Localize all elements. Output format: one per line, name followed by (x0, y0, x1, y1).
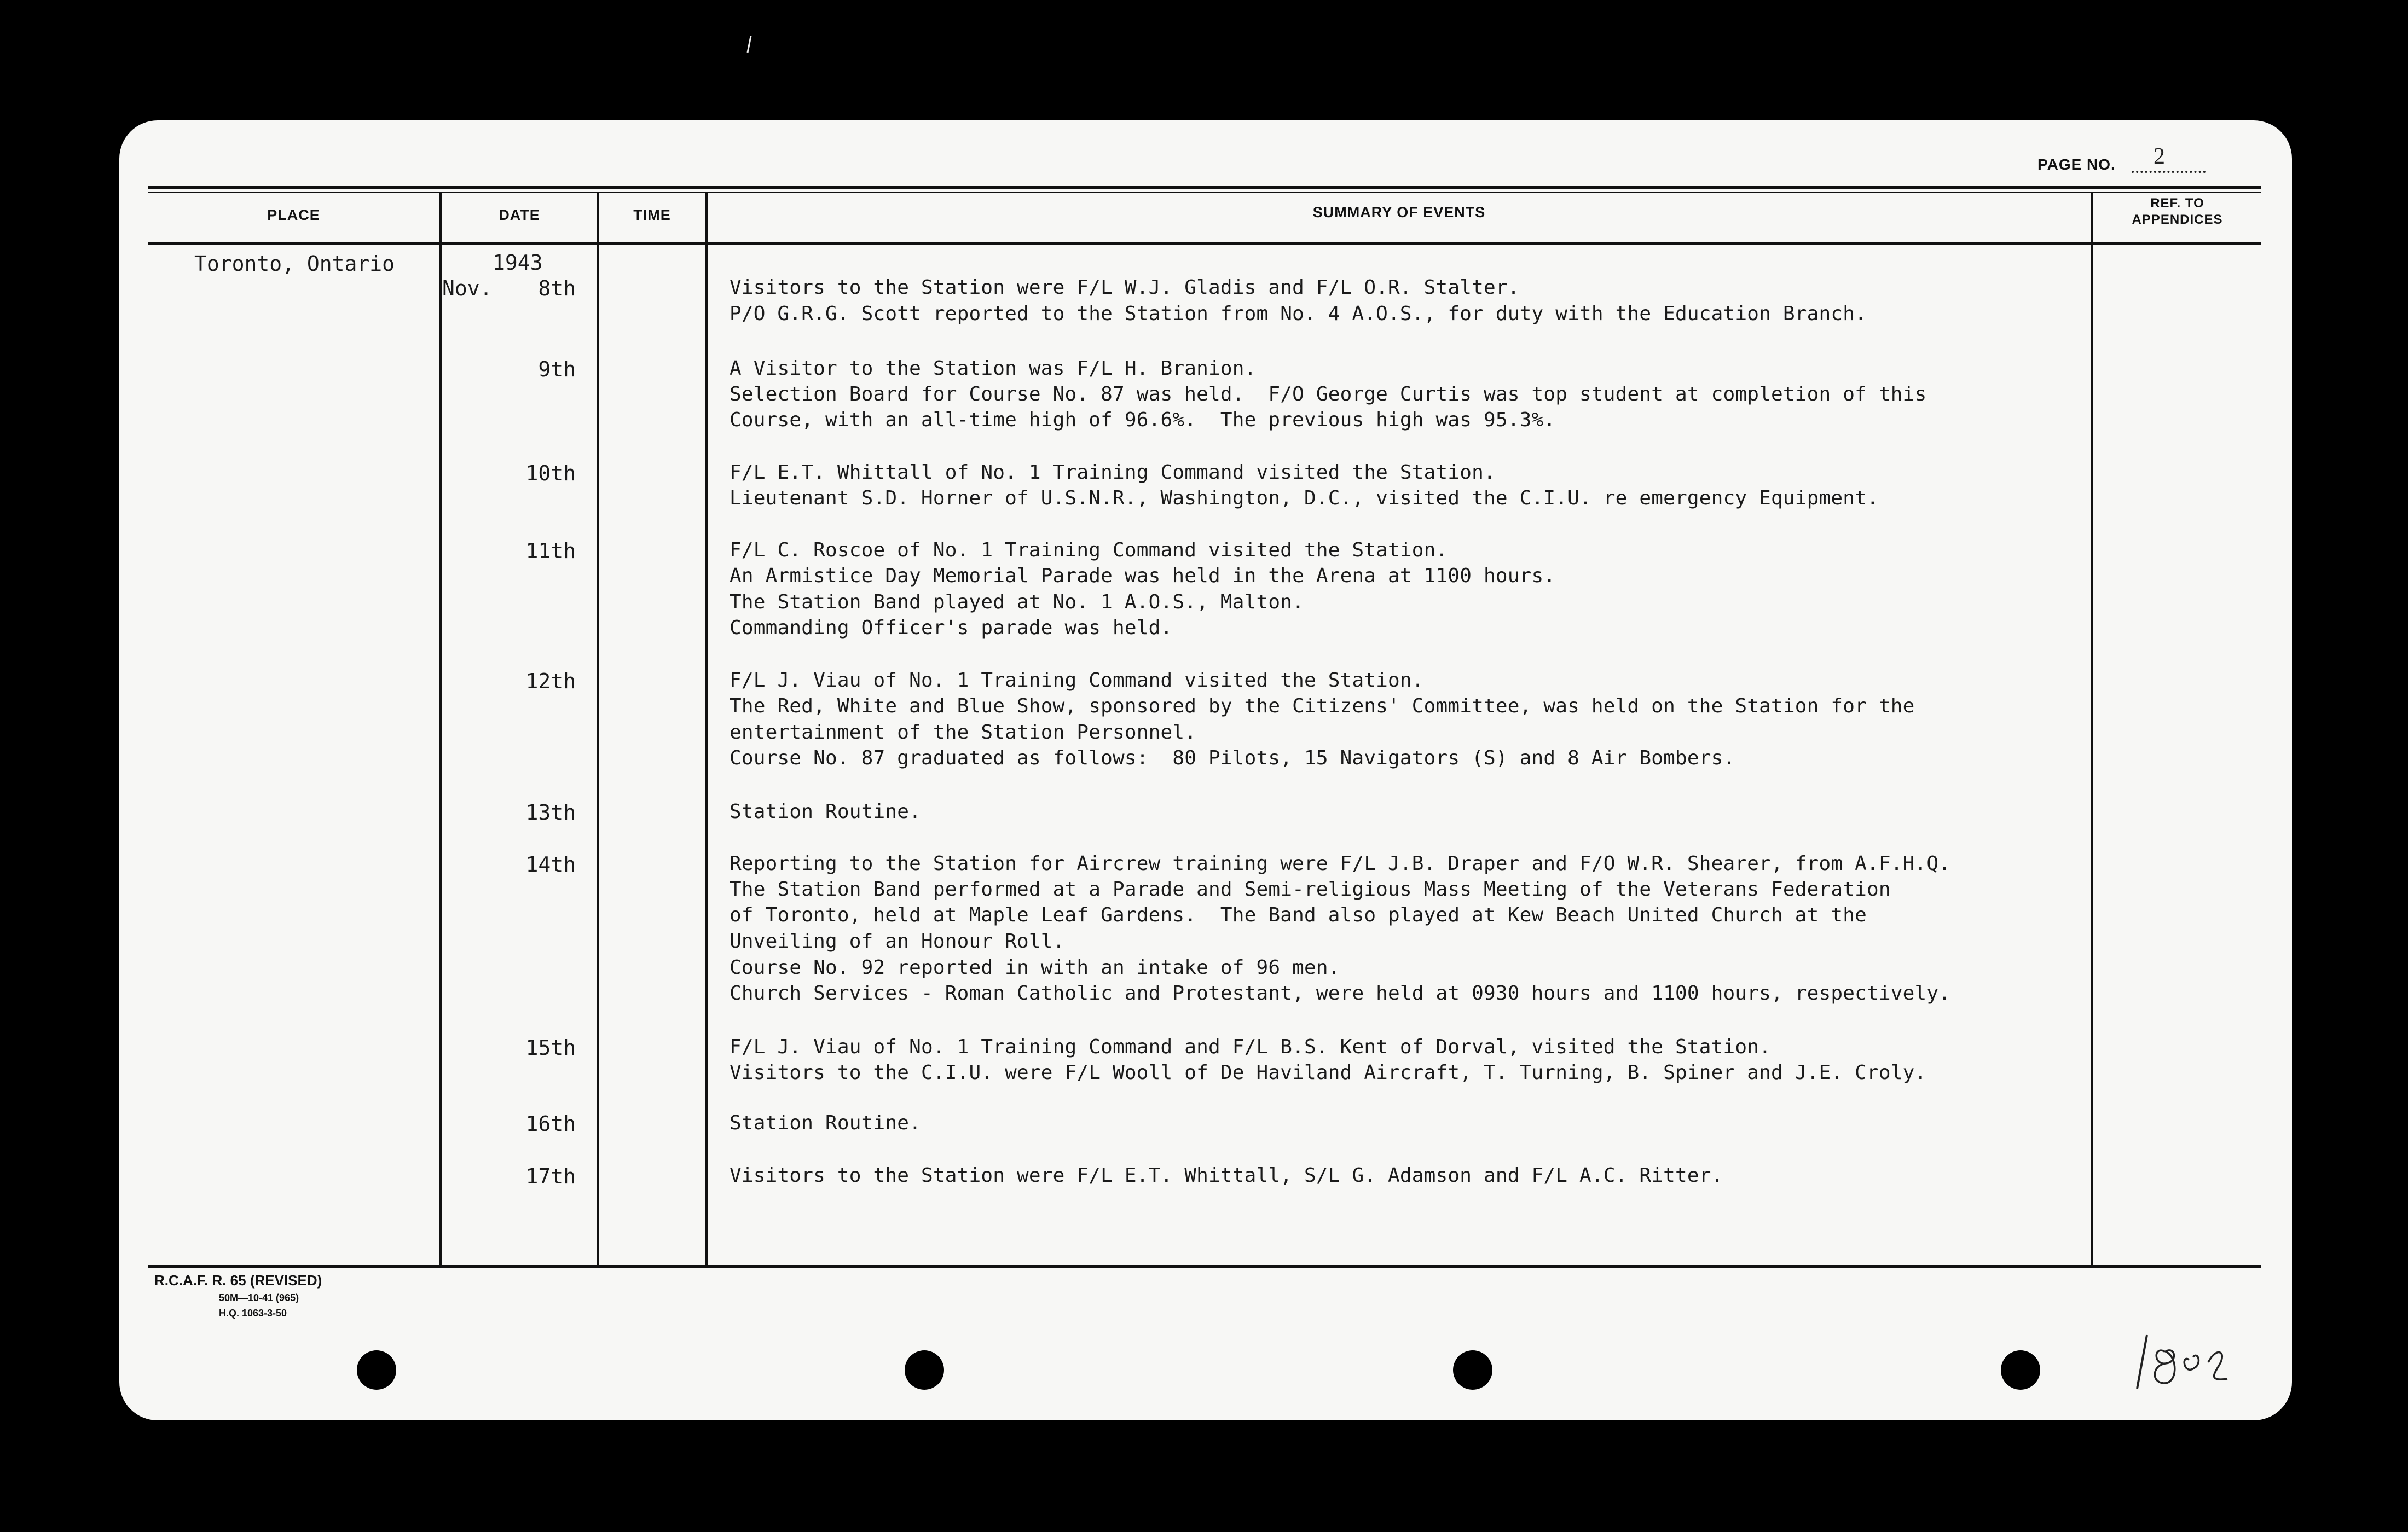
header-summary: SUMMARY OF EVENTS (1312, 204, 1486, 220)
event-line: P/O G.R.G. Scott reported to the Station from No. 4 A.O.S., for duty with the Education Branch. (730, 303, 1867, 325)
table-top-rule (148, 186, 2261, 189)
month-entry: Nov. (442, 276, 493, 300)
form-identifier: R.C.A.F. R. 65 (REVISED) (154, 1272, 322, 1289)
day-entry: 8th (538, 276, 576, 300)
col-divider-time (705, 192, 708, 1265)
event-line: A Visitor to the Station was F/L H. Branion. (730, 357, 1257, 380)
event-line: Commanding Officer's parade was held. (730, 617, 1173, 639)
event-line: The Station Band played at No. 1 A.O.S., Malton. (730, 591, 1304, 613)
event-line: Reporting to the Station for Aircrew training were F/L J.B. Draper and F/O W.R. Shearer, from A.F.H.Q. (730, 852, 1951, 875)
event-line: F/L J. Viau of No. 1 Training Command visited the Station. (730, 669, 1424, 692)
punch-hole (357, 1350, 396, 1390)
col-divider-place (439, 192, 442, 1265)
form-hq-reference: H.Q. 1063-3-50 (219, 1308, 287, 1319)
header-place: PLACE (267, 207, 320, 223)
handwritten-folio-number (2126, 1313, 2241, 1401)
day-entry: 14th (525, 852, 576, 877)
event-line: The Red, White and Blue Show, sponsored by the Citizens' Committee, was held on the Station for the (730, 695, 1915, 717)
year-entry: 1943 (493, 251, 543, 275)
table-bottom-rule (148, 1265, 2261, 1268)
header-bottom-rule (148, 242, 2261, 245)
event-line: The Station Band performed at a Parade and Semi-religious Mass Meeting of the Veterans Federation (730, 878, 1891, 901)
event-line: Course No. 87 graduated as follows: 80 Pilots, 15 Navigators (S) and 8 Air Bombers. (730, 747, 1735, 769)
col-divider-summary (2091, 192, 2093, 1265)
event-line: Visitors to the Station were F/L W.J. Gladis and F/L O.R. Stalter. (730, 276, 1520, 299)
day-entry: 11th (525, 539, 576, 563)
day-entry: 9th (538, 357, 576, 381)
event-line: Course No. 92 reported in with an intake of 96 men. (730, 956, 1340, 979)
day-entry: 15th (525, 1036, 576, 1060)
punch-hole (1453, 1350, 1492, 1390)
table-top-rule-2 (148, 192, 2261, 193)
event-line: F/L C. Roscoe of No. 1 Training Command visited the Station. (730, 539, 1448, 561)
event-line: Selection Board for Course No. 87 was held. F/O George Curtis was top student at completion of this (730, 383, 1927, 405)
stray-mark (744, 33, 755, 55)
event-line: entertainment of the Station Personnel. (730, 721, 1197, 744)
event-line: Visitors to the C.I.U. were F/L Wooll of De Haviland Aircraft, T. Turning, B. Spiner and J.E. Croly. (730, 1061, 1927, 1084)
form-print-run: 50M—10-41 (965) (219, 1292, 299, 1303)
event-line: Station Routine. (730, 1112, 921, 1134)
punch-hole (2001, 1350, 2040, 1390)
day-entry: 16th (525, 1112, 576, 1136)
event-line: Unveiling of an Honour Roll. (730, 930, 1065, 953)
header-ref-line2: APPENDICES (2132, 212, 2223, 227)
page-number-leader (2132, 159, 2206, 173)
punch-hole (905, 1350, 944, 1390)
event-line: F/L E.T. Whittall of No. 1 Training Command visited the Station. (730, 461, 1496, 484)
event-line: Church Services - Roman Catholic and Protestant, were held at 0930 hours and 1100 hours, respectively. (730, 982, 1951, 1005)
event-line: An Armistice Day Memorial Parade was held in the Arena at 1100 hours. (730, 565, 1556, 587)
event-line: Visitors to the Station were F/L E.T. Whittall, S/L G. Adamson and F/L A.C. Ritter. (730, 1164, 1723, 1187)
col-divider-date (597, 192, 599, 1265)
day-entry: 13th (525, 800, 576, 825)
day-entry: 17th (525, 1164, 576, 1188)
day-entry: 12th (525, 669, 576, 693)
header-time: TIME (633, 207, 671, 223)
event-line: Lieutenant S.D. Horner of U.S.N.R., Washington, D.C., visited the C.I.U. re emergency Equipment. (730, 487, 1879, 509)
page-number: 2 (2154, 144, 2165, 169)
header-ref-line1: REF. TO (2150, 196, 2204, 211)
header-date: DATE (499, 207, 540, 223)
event-line: Station Routine. (730, 800, 921, 823)
place-entry: Toronto, Ontario (194, 252, 395, 276)
page-number-label: PAGE NO. (2037, 156, 2116, 173)
event-line: Course, with an all-time high of 96.6%. The previous high was 95.3%. (730, 409, 1556, 431)
day-entry: 10th (525, 461, 576, 485)
event-line: F/L J. Viau of No. 1 Training Command and F/L B.S. Kent of Dorval, visited the Station. (730, 1036, 1772, 1058)
event-line: of Toronto, held at Maple Leaf Gardens. The Band also played at Kew Beach United Church at the (730, 904, 1867, 926)
